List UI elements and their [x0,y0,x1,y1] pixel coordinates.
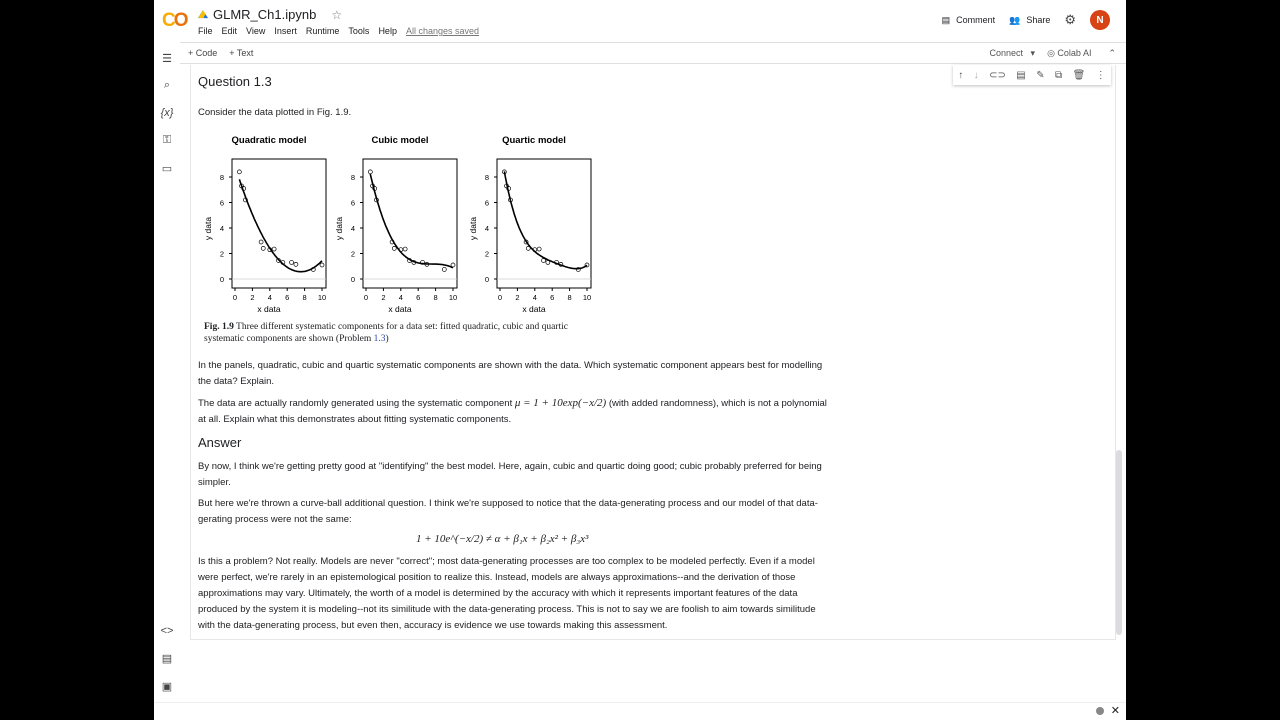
y-axis-label: y data [203,216,213,241]
scrollbar[interactable] [1116,450,1122,635]
link-icon[interactable]: ⊂⊃ [989,69,1006,81]
y-tick-label: 8 [219,173,224,182]
command-palette-icon[interactable]: ▤ [161,653,173,665]
x-tick-label: 6 [550,293,555,302]
x-tick-label: 8 [567,293,572,302]
menu-tools[interactable]: Tools [348,26,370,36]
x-tick-label: 4 [398,293,403,302]
chart-title: Cubic model [371,135,429,146]
star-icon[interactable]: ☆ [331,7,343,22]
y-tick-label: 4 [350,224,355,233]
add-code-button[interactable]: + Code [188,48,218,58]
fitted-curve [239,179,322,271]
key-icon[interactable]: ⚿ [162,134,172,146]
save-status[interactable]: All changes saved [405,26,479,36]
data-point [368,170,372,174]
status-dot-icon [1096,707,1104,715]
people-icon: 👥 [1009,14,1021,25]
answer-paragraph-3: Is this a problem? Not really. Models are never "correct"; most data-generating processes are too complex to be modeled perfectly. Even if a model were perfect, we're rarely in an epistemological position to realize this. Instead, models are always approximations--and the derivation of those approximations may vary. Ultimately, the worth of a model is determined by the accuracy with which it represents important features of the data produced by the system it is modeling--not its similitude with the data-generating process. This is not to say we are foolish to aim towards similitude with the data-generating process, but even then, accuracy is evidence we use towards making this assessment. [198,556,816,631]
connect-button[interactable] [989,48,1035,59]
x-tick-label: 8 [302,293,307,302]
y-tick-label: 6 [350,198,355,208]
x-tick-label: 0 [232,293,238,302]
data-point [237,170,241,174]
x-tick-label: 2 [515,293,520,302]
data-point [261,246,265,250]
close-icon[interactable]: ✕ [1110,705,1120,717]
y-tick-label: 4 [484,224,489,233]
caption-ref-link[interactable]: 1.3 [373,334,386,344]
status-bar [154,702,1126,720]
folder-icon[interactable]: ▭ [161,163,173,175]
caption-text: Three different systematic components for a data set: fitted quadratic, cubic and quartic systematic components are shown (Problem [204,322,568,344]
comment-label: Comment [956,15,996,25]
x-tick-label: 4 [532,293,537,302]
y-tick-label: 2 [350,249,355,259]
colab-ai-label: Colab AI [1057,48,1092,58]
plot-frame [363,159,457,288]
x-tick-label: 10 [582,293,592,302]
x-axis-label: x data [388,304,412,314]
edit-icon[interactable]: ✎ [1036,69,1045,81]
comment-cell-icon[interactable]: ▤ [1016,69,1026,81]
add-text-button[interactable]: + Text [229,48,254,58]
more-icon[interactable]: ⋮ [1095,69,1106,81]
y-axis-label: y data [468,216,478,241]
notebook-title[interactable]: GLMR_Ch1.ipynb [213,7,317,22]
drive-icon [198,10,208,19]
x-tick-label: 10 [317,293,327,302]
notebook-toolbar [180,42,1126,64]
x-tick-label: 6 [285,293,290,302]
y-tick-label: 0 [219,275,224,284]
fitted-curve [504,171,587,268]
data-point [546,260,550,264]
header [154,0,1126,42]
menu-insert[interactable]: Insert [274,26,297,36]
intro-text: Consider the data plotted in Fig. 1.9. [198,107,352,118]
y-tick-label: 6 [219,198,224,208]
delete-icon[interactable]: 🗑 [1072,69,1086,81]
mirror-cell-icon[interactable]: ⧉ [1055,69,1063,81]
caption-end: ) [385,334,389,344]
y-tick-label: 8 [484,173,489,182]
x-tick-label: 2 [250,293,255,302]
data-point [392,246,396,250]
chevron-down-icon: ▾ [1025,48,1036,58]
share-button[interactable] [1009,15,1050,26]
avatar[interactable]: N [1090,10,1110,30]
x-tick-label: 8 [433,293,438,302]
y-tick-label: 8 [350,173,355,182]
toc-icon[interactable]: ☰ [162,53,172,65]
q2-text-a: The data are actually randomly generated using the systematic component [198,398,515,409]
q2-math: μ = 1 + 10exp(−x/2) [514,397,607,409]
data-point [272,247,276,251]
x-axis-label: x data [522,304,546,314]
variables-icon[interactable]: {x} [160,107,174,119]
data-point [259,240,263,244]
data-point [442,267,446,271]
x-tick-label: 0 [497,293,503,302]
move-up-icon[interactable]: ↑ [958,69,964,81]
x-axis-label: x data [257,304,281,314]
y-tick-label: 2 [484,249,489,259]
comment-icon: ▤ [941,14,951,25]
x-tick-label: 10 [448,293,458,302]
answer-paragraph-1: By now, I think we're getting pretty good at "identifying" the best model. Here, again, cubic and quartic doing good; cubic probably preferred for being simpler. [198,461,822,488]
data-point [542,259,546,263]
data-point [585,263,589,267]
figure-1-9 [196,127,616,317]
question-paragraph-1: In the panels, quadratic, cubic and quartic systematic components are shown with the data. Which systematic component appears best for modelling the data? Explain. [198,360,823,387]
q2-text-b: (with added randomness), which is not a polynomial at all. Explain what this demonstrates about fitting systematic components. [198,398,827,425]
left-sidebar [154,42,180,720]
search-icon[interactable]: ⌕ [163,79,171,91]
menu-view[interactable]: View [246,26,266,36]
text-cell[interactable] [190,65,1116,640]
data-point [451,263,455,267]
y-tick-label: 2 [219,249,224,259]
gear-icon[interactable]: ⚙ [1064,12,1076,27]
y-tick-label: 0 [484,275,489,284]
y-tick-label: 4 [219,224,224,233]
chart-title: Quartic model [502,135,566,146]
question-paragraph-2 [198,395,828,428]
comment-button[interactable] [942,15,996,26]
collapse-icon[interactable]: ⌃ [1103,48,1116,58]
y-tick-label: 0 [350,275,355,284]
equation: 1 + 10e^(−x/2) ≠ α + β₁x + β₂x² + β₃x³ [416,533,589,545]
caption-label: Fig. 1.9 [204,322,234,332]
x-tick-label: 6 [416,293,421,302]
menu-edit[interactable]: Edit [221,26,238,36]
y-axis-label: y data [334,216,344,241]
menu-bar [198,26,479,36]
colab-ai-button[interactable]: ◎ Colab AI [1047,48,1092,58]
y-tick-label: 6 [484,198,489,208]
terminal-icon[interactable]: ▣ [161,681,173,693]
menu-file[interactable]: File [198,26,213,36]
connect-label: Connect [989,48,1024,58]
colab-logo[interactable]: CO [162,10,187,31]
x-tick-label: 0 [363,293,369,302]
chart-title: Quadratic model [231,135,307,146]
figure-caption [204,321,604,345]
data-point [403,247,407,251]
x-tick-label: 2 [381,293,386,302]
question-heading: Question 1.3 [198,74,272,89]
data-point [537,247,541,251]
data-point [294,262,298,266]
code-snippets-icon[interactable]: <> [160,625,174,637]
share-label: Share [1026,15,1051,25]
menu-runtime[interactable]: Runtime [305,26,340,36]
colab-window [154,0,1126,720]
answer-paragraph-2: But here we're thrown a curve-ball additional question. I think we're supposed to notice that the data-generating process and our model of that data-gerating process were not the same: [198,498,818,525]
x-tick-label: 4 [267,293,272,302]
move-down-icon[interactable]: ↓ [973,69,979,81]
fitted-curve [370,174,453,268]
data-point [526,246,530,250]
menu-help[interactable]: Help [378,26,397,36]
data-point [320,263,324,267]
cell-toolbar [953,65,1111,85]
data-point [290,260,294,264]
answer-heading: Answer [198,435,242,450]
